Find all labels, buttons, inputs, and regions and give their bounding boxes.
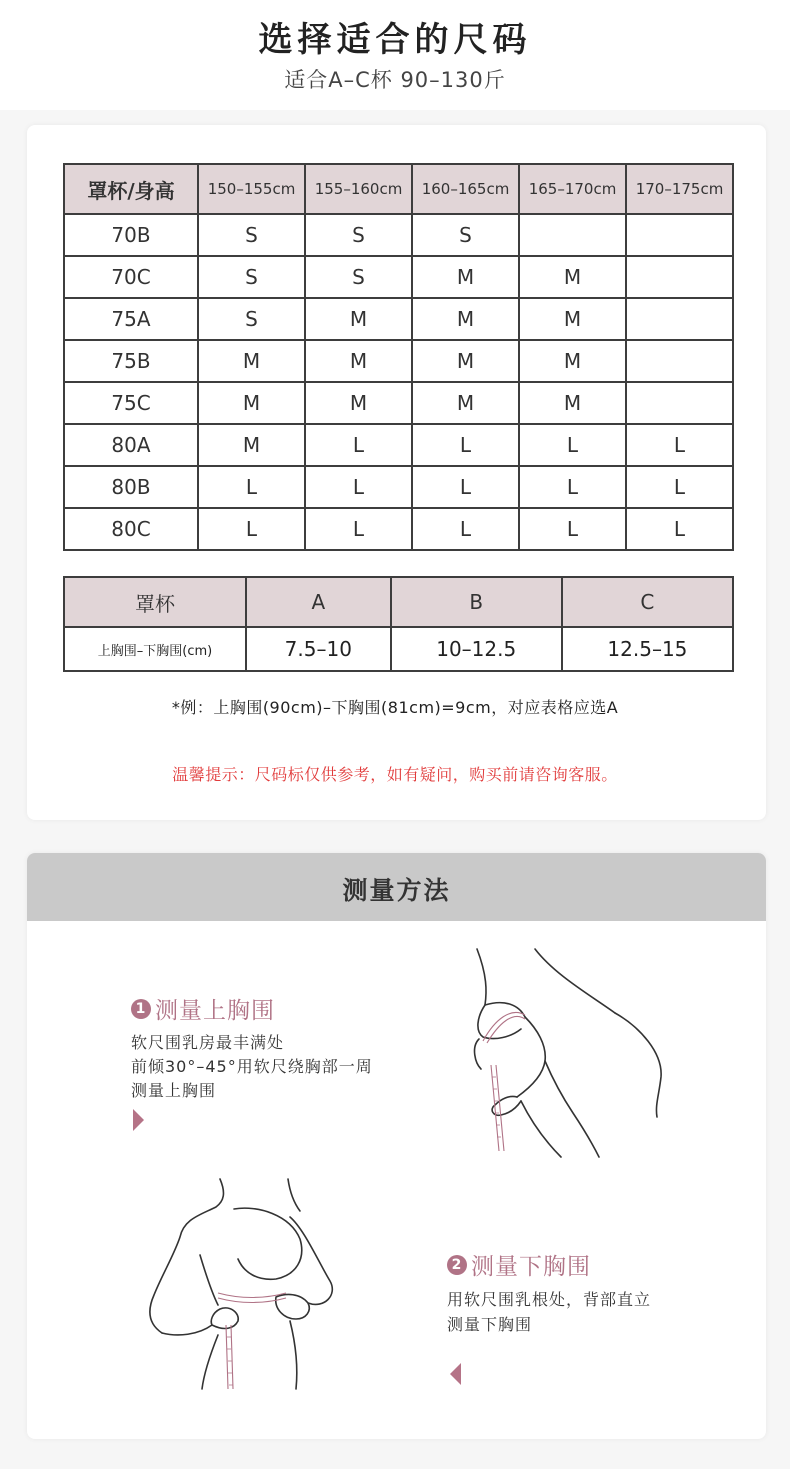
size-cell: M <box>519 340 626 382</box>
cup-label: 80C <box>64 508 198 550</box>
size-cell <box>626 298 733 340</box>
height-header: 155–160cm <box>305 164 412 214</box>
step1-title-text: 测量上胸围 <box>155 998 275 1024</box>
size-cell <box>626 340 733 382</box>
measure-title: 测量方法 <box>342 876 451 905</box>
size-cell: M <box>305 382 412 424</box>
bust-difference-label: 上胸围–下胸围(cm) <box>64 627 246 671</box>
step1-title <box>131 992 275 1025</box>
step1-number-icon: 1 <box>131 999 151 1019</box>
size-cell: L <box>412 508 519 550</box>
step1-line: 测量上胸围 <box>131 1081 217 1100</box>
size-cell: M <box>412 340 519 382</box>
bust-difference-range: 10–12.5 <box>391 627 562 671</box>
size-cell: S <box>305 256 412 298</box>
size-cell: S <box>305 214 412 256</box>
bust-difference-range: 12.5–15 <box>562 627 733 671</box>
page-subtitle: 适合A–C杯 90–130斤 <box>284 68 506 92</box>
size-cell: M <box>305 298 412 340</box>
size-cell: M <box>198 382 305 424</box>
size-cell: L <box>519 508 626 550</box>
step2-line: 用软尺围乳根处，背部直立 <box>447 1290 652 1309</box>
size-cell: M <box>412 298 519 340</box>
cup-label: 70C <box>64 256 198 298</box>
cup-label: 70B <box>64 214 198 256</box>
size-table-corner: 罩杯/身高 <box>64 164 198 214</box>
tip-note: 温馨提示：尺码标仅供参考，如有疑问，购买前请咨询客服。 <box>172 765 618 784</box>
size-cell: M <box>519 256 626 298</box>
cup-table-header <box>64 577 733 627</box>
example-note: *例：上胸围(90cm)–下胸围(81cm)=9cm，对应表格应选A <box>171 698 619 717</box>
height-header: 170–175cm <box>626 164 733 214</box>
cup-letter: B <box>391 577 562 627</box>
size-cell: M <box>519 382 626 424</box>
under-bust-illustration <box>140 1175 340 1395</box>
size-cell: L <box>198 508 305 550</box>
table-row <box>64 382 733 424</box>
step2-title-text: 测量下胸围 <box>471 1254 591 1280</box>
cup-label: 80A <box>64 424 198 466</box>
height-header: 150–155cm <box>198 164 305 214</box>
size-cell: L <box>305 466 412 508</box>
size-cell: L <box>412 424 519 466</box>
size-cell: M <box>305 340 412 382</box>
table-row <box>64 508 733 550</box>
header <box>0 0 790 110</box>
size-cell: L <box>626 424 733 466</box>
height-header: 160–165cm <box>412 164 519 214</box>
size-cell: M <box>412 256 519 298</box>
step2-title <box>447 1248 591 1281</box>
size-cell: L <box>305 508 412 550</box>
size-cell <box>626 256 733 298</box>
size-cell: L <box>198 466 305 508</box>
size-cell: L <box>519 424 626 466</box>
arrow-right-icon <box>133 1109 144 1131</box>
measure-header <box>27 853 766 921</box>
step1-line: 软尺围乳房最丰满处 <box>131 1033 285 1052</box>
size-cell: S <box>412 214 519 256</box>
cup-label: 75C <box>64 382 198 424</box>
size-cell: S <box>198 256 305 298</box>
cup-letter: C <box>562 577 733 627</box>
size-cell: M <box>412 382 519 424</box>
table-row <box>64 424 733 466</box>
step2-line: 测量下胸围 <box>447 1315 533 1334</box>
size-cell <box>626 382 733 424</box>
size-cell <box>626 214 733 256</box>
size-cell: M <box>198 424 305 466</box>
table-row <box>64 214 733 256</box>
cup-label: 75B <box>64 340 198 382</box>
page-title: 选择适合的尺码 <box>258 20 532 60</box>
size-cell: L <box>519 466 626 508</box>
size-cell: L <box>626 508 733 550</box>
table-row <box>64 298 733 340</box>
size-table <box>63 163 734 551</box>
size-cell: L <box>626 466 733 508</box>
cup-letter: A <box>246 577 391 627</box>
size-cell: S <box>198 298 305 340</box>
table-row <box>64 466 733 508</box>
size-cell <box>519 214 626 256</box>
cup-label: 75A <box>64 298 198 340</box>
size-cell: M <box>198 340 305 382</box>
table-row <box>64 256 733 298</box>
size-cell: S <box>198 214 305 256</box>
size-cell: L <box>305 424 412 466</box>
bust-difference-range: 7.5–10 <box>246 627 391 671</box>
size-cell: L <box>412 466 519 508</box>
step1-line: 前倾30°–45°用软尺绕胸部一周 <box>131 1057 373 1076</box>
step2-number-icon: 2 <box>447 1255 467 1275</box>
cup-table-row <box>64 627 733 671</box>
height-header: 165–170cm <box>519 164 626 214</box>
cup-table <box>63 576 734 672</box>
cup-header-label: 罩杯 <box>64 577 246 627</box>
cup-label: 80B <box>64 466 198 508</box>
arrow-left-icon <box>450 1363 461 1385</box>
size-table-header <box>64 164 733 214</box>
upper-bust-illustration <box>465 945 670 1160</box>
size-cell: M <box>519 298 626 340</box>
table-row <box>64 340 733 382</box>
